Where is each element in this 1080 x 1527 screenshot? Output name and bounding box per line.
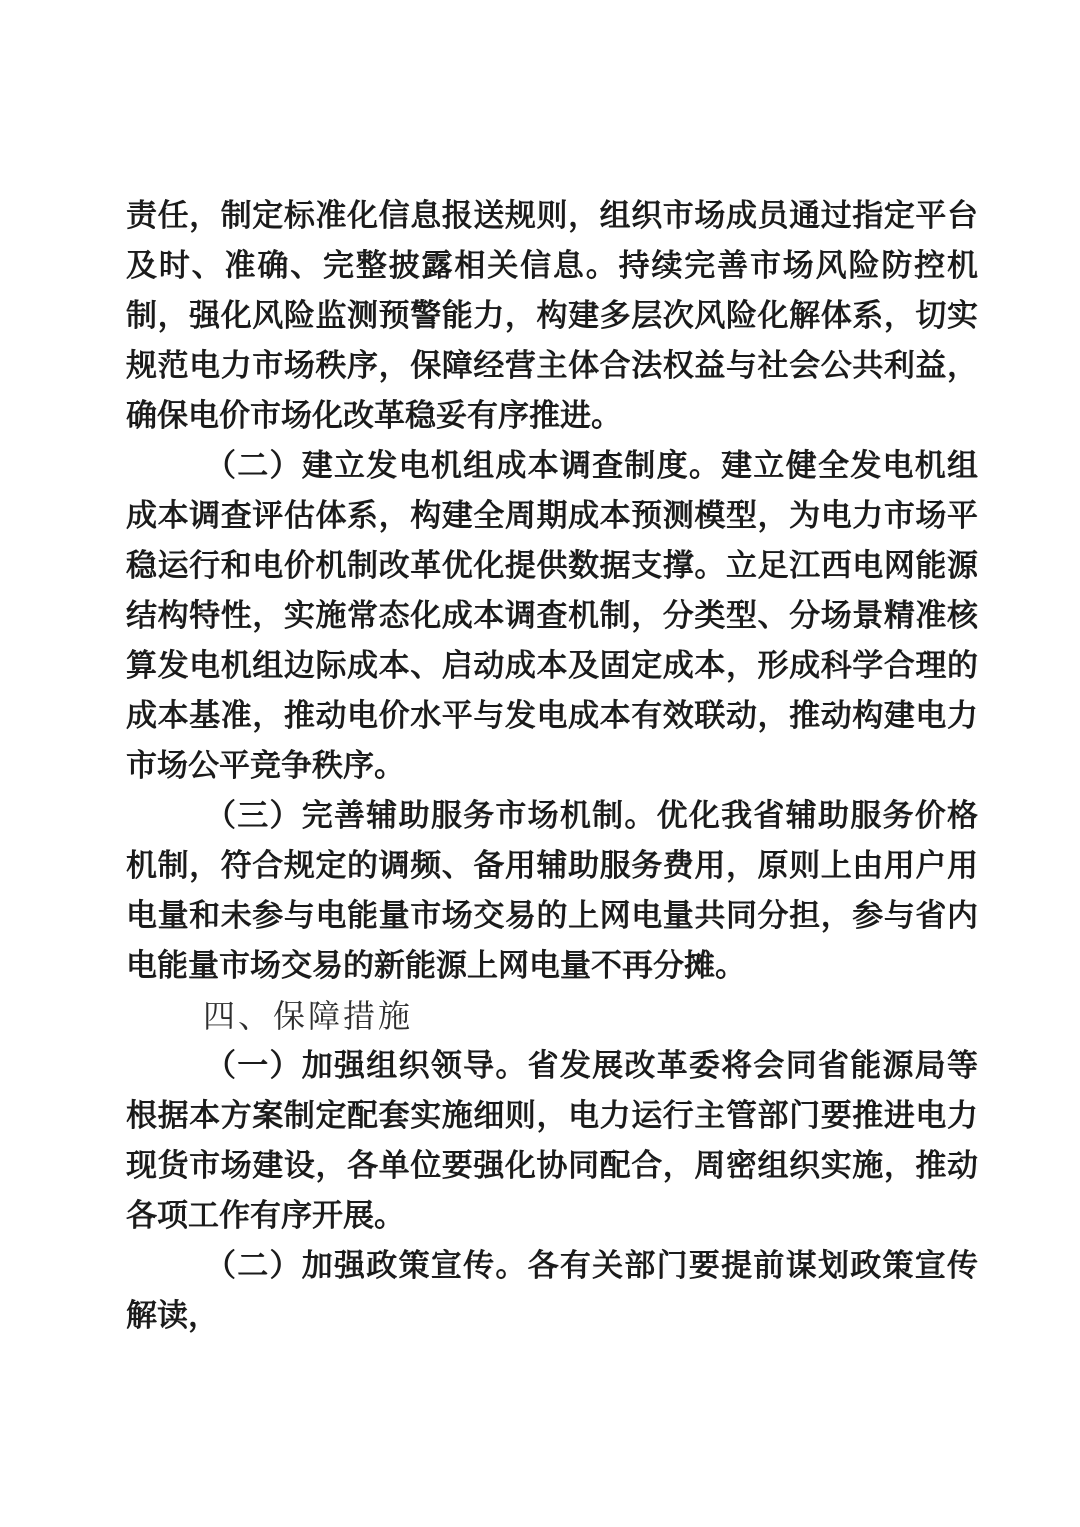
paragraph-guarantee-1-organization: （一）加强组织领导。省发展改革委将会同省能源局等根据本方案制定配套实施细则，电力运行主管部门要推进电力现货市场建设，各单位要强化协同配合，周密组织实施，推动各项工作有序开展。	[126, 1048, 978, 1233]
paragraph-section-2-cost-survey: （二）建立发电机组成本调查制度。建立健全发电机组成本调查评估体系，构建全周期成本预测模型，为电力市场平稳运行和电价机制改革优化提供数据支撑。立足江西电网能源结构特性，实施常态化成本调查机制，分类型、分场景精准核算发电机组边际成本、启动成本及固定成本，形成科学合理的成本基准，推动电价水平与发电成本有效联动，推动构建电力市场公平竞争秩序。	[126, 448, 978, 783]
paragraph-guarantee-2-policy-publicity: （二）加强政策宣传。各有关部门要提前谋划政策宣传解读，	[126, 1248, 978, 1333]
paragraph-continuation-info-disclosure: 责任，制定标准化信息报送规则，组织市场成员通过指定平台及时、准确、完整披露相关信息。持续完善市场风险防控机制，强化风险监测预警能力，构建多层次风险化解体系，切实规范电力市场秩序，保障经营主体合法权益与社会公共利益，确保电价市场化改革稳妥有序推进。	[126, 198, 978, 433]
section-heading-safeguard-measures: 四、保障措施	[203, 997, 414, 1035]
document-text-block	[126, 191, 978, 1341]
paragraph-section-3-ancillary-services: （三）完善辅助服务市场机制。优化我省辅助服务价格机制，符合规定的调频、备用辅助服务费用，原则上由用户用电量和未参与电能量市场交易的上网电量共同分担，参与省内电能量市场交易的新能源上网电量不再分摊。	[126, 798, 978, 983]
